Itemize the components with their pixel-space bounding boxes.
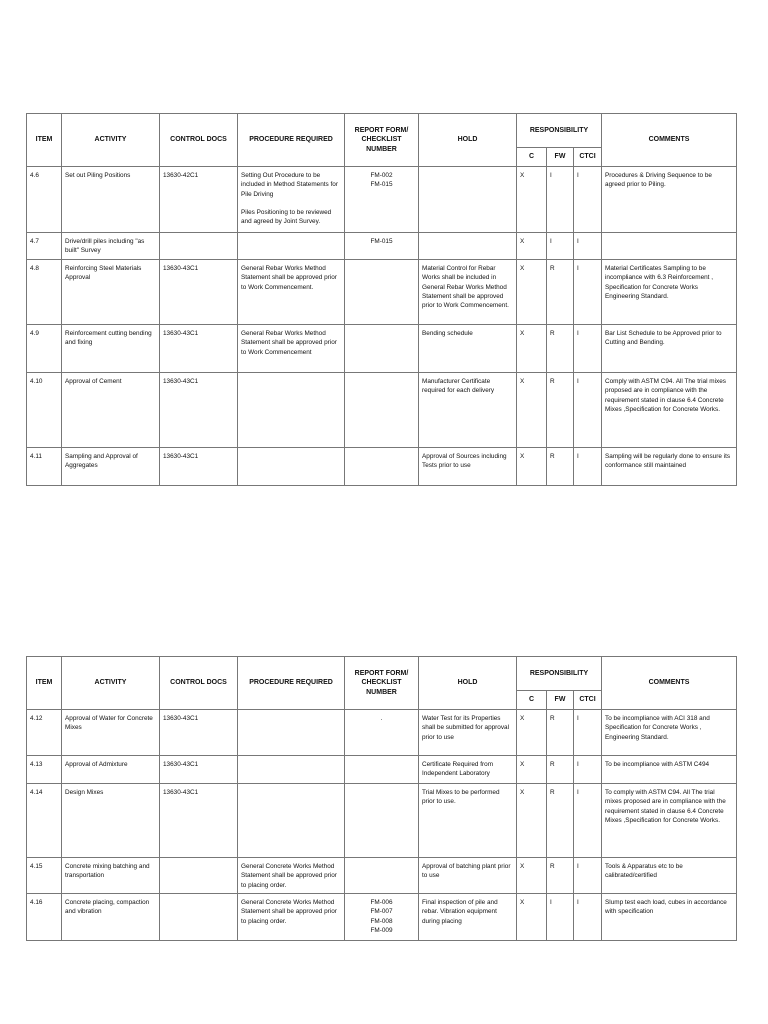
- cell-report-form: FM-015: [345, 233, 419, 260]
- header-procedure: PROCEDURE REQUIRED: [238, 114, 345, 167]
- cell-item: 4.7: [27, 233, 62, 260]
- cell-procedure: [238, 784, 345, 858]
- cell-procedure: General Rebar Works Method Statement shall be approved prior to Work Commencement: [238, 325, 345, 373]
- cell-ctci: I: [574, 894, 602, 941]
- cell-procedure: [238, 756, 345, 784]
- header-comments: COMMENTS: [602, 114, 737, 167]
- cell-procedure: [238, 373, 345, 448]
- cell-comments: Sampling will be regularly done to ensure its conformance still maintained: [602, 448, 737, 486]
- cell-comments: To be incompliance with ASTM C494: [602, 756, 737, 784]
- cell-activity: Set out Piling Positions: [62, 167, 160, 233]
- cell-control-docs: 13630-43C1: [160, 325, 238, 373]
- table-row: [27, 260, 737, 325]
- cell-report-form: [345, 858, 419, 894]
- header-comments: COMMENTS: [602, 657, 737, 710]
- cell-fw: R: [547, 784, 574, 858]
- cell-comments: To comply with ASTM C94. All The trial mixes proposed are in compliance with the requirement stated in clause 6.4 Concrete Mixes ,Specification for Concrete Works.: [602, 784, 737, 858]
- header-ctci: CTCI: [574, 691, 602, 710]
- cell-c: X: [517, 858, 547, 894]
- table-row: [27, 373, 737, 448]
- table-row: [27, 233, 737, 260]
- cell-procedure: General Concrete Works Method Statement shall be approved prior to placing order.: [238, 894, 345, 941]
- cell-comments: Material Certificates Sampling to be incompliance with 6.3 Reinforcement , Specification for Concrete Works Engineering Standard.: [602, 260, 737, 325]
- cell-item: 4.12: [27, 710, 62, 756]
- cell-ctci: I: [574, 448, 602, 486]
- cell-activity: Approval of Cement: [62, 373, 160, 448]
- cell-ctci: I: [574, 710, 602, 756]
- cell-control-docs: 13630-43C1: [160, 756, 238, 784]
- header-report-form: REPORT FORM/ CHECKLIST NUMBER: [345, 114, 419, 167]
- header-control-docs: CONTROL DOCS: [160, 657, 238, 710]
- cell-hold: Final inspection of pile and rebar. Vibration equipment during placing: [419, 894, 517, 941]
- cell-hold: [419, 233, 517, 260]
- inspection-table-2: [26, 656, 737, 941]
- cell-report-form: FM-006 FM-007 FM-008 FM-009: [345, 894, 419, 941]
- table-row: [27, 167, 737, 233]
- cell-ctci: I: [574, 167, 602, 233]
- header-hold: HOLD: [419, 657, 517, 710]
- cell-item: 4.8: [27, 260, 62, 325]
- cell-comments: Bar List Schedule to be Approved prior to Cutting and Bending.: [602, 325, 737, 373]
- cell-ctci: I: [574, 858, 602, 894]
- cell-hold: Bending schedule: [419, 325, 517, 373]
- cell-c: X: [517, 373, 547, 448]
- cell-activity: Design Mixes: [62, 784, 160, 858]
- header-hold: HOLD: [419, 114, 517, 167]
- cell-comments: To be incompliance with ACI 318 and Specification for Concrete Works , Engineering Standard.: [602, 710, 737, 756]
- cell-control-docs: 13630-43C1: [160, 373, 238, 448]
- header-c: C: [517, 691, 547, 710]
- cell-activity: Approval of Water for Concrete Mixes: [62, 710, 160, 756]
- cell-item: 4.13: [27, 756, 62, 784]
- table-row: [27, 894, 737, 941]
- cell-comments: Tools & Apparatus etc to be calibrated/certified: [602, 858, 737, 894]
- cell-report-form: [345, 448, 419, 486]
- cell-hold: Certificate Required from Independent Laboratory: [419, 756, 517, 784]
- cell-fw: R: [547, 325, 574, 373]
- cell-comments: Slump test each load, cubes in accordance with specification: [602, 894, 737, 941]
- cell-procedure: [238, 710, 345, 756]
- cell-ctci: I: [574, 260, 602, 325]
- cell-hold: Trial Mixes to be performed prior to use.: [419, 784, 517, 858]
- header-responsibility: RESPONSIBILITY: [517, 657, 602, 691]
- header-item: ITEM: [27, 657, 62, 710]
- header-fw: FW: [547, 691, 574, 710]
- cell-activity: Sampling and Approval of Aggregates: [62, 448, 160, 486]
- cell-item: 4.11: [27, 448, 62, 486]
- cell-activity: Reinforcing Steel Materials Approval: [62, 260, 160, 325]
- cell-report-form: [345, 325, 419, 373]
- cell-fw: I: [547, 233, 574, 260]
- cell-c: X: [517, 894, 547, 941]
- cell-item: 4.15: [27, 858, 62, 894]
- cell-activity: Approval of Admixture: [62, 756, 160, 784]
- cell-hold: Manufacturer Certificate required for each delivery: [419, 373, 517, 448]
- cell-hold: Water Test for its Properties shall be submitted for approval prior to use: [419, 710, 517, 756]
- cell-item: 4.10: [27, 373, 62, 448]
- cell-item: 4.16: [27, 894, 62, 941]
- cell-procedure: [238, 448, 345, 486]
- cell-fw: R: [547, 373, 574, 448]
- cell-comments: Comply with ASTM C94. All The trial mixes proposed are in compliance with the requirement stated in clause 6.4 Concrete Mixes ,Specification for Concrete Works.: [602, 373, 737, 448]
- header-procedure: PROCEDURE REQUIRED: [238, 657, 345, 710]
- cell-comments: Procedures & Driving Sequence to be agreed prior to Piling.: [602, 167, 737, 233]
- cell-procedure: Setting Out Procedure to be included in Method Statements for Pile Driving Piles Positioning to be reviewed and agreed by Joint Survey.: [238, 167, 345, 233]
- cell-control-docs: [160, 233, 238, 260]
- cell-report-form: [345, 756, 419, 784]
- cell-c: X: [517, 784, 547, 858]
- cell-control-docs: 13630-43C1: [160, 710, 238, 756]
- cell-ctci: I: [574, 373, 602, 448]
- cell-activity: Drive/drill piles including "as built" Survey: [62, 233, 160, 260]
- cell-procedure: General Concrete Works Method Statement shall be approved prior to placing order.: [238, 858, 345, 894]
- cell-hold: Approval of batching plant prior to use: [419, 858, 517, 894]
- table-row: [27, 325, 737, 373]
- header-responsibility: RESPONSIBILITY: [517, 114, 602, 148]
- cell-fw: I: [547, 894, 574, 941]
- cell-activity: Concrete placing, compaction and vibration: [62, 894, 160, 941]
- table-row: [27, 858, 737, 894]
- header-activity: ACTIVITY: [62, 657, 160, 710]
- cell-fw: R: [547, 756, 574, 784]
- cell-c: X: [517, 167, 547, 233]
- cell-fw: R: [547, 858, 574, 894]
- cell-c: X: [517, 710, 547, 756]
- header-control-docs: CONTROL DOCS: [160, 114, 238, 167]
- cell-control-docs: 13630-43C1: [160, 260, 238, 325]
- header-activity: ACTIVITY: [62, 114, 160, 167]
- cell-procedure: [238, 233, 345, 260]
- cell-activity: Concrete mixing batching and transportation: [62, 858, 160, 894]
- cell-c: X: [517, 233, 547, 260]
- table-row: [27, 756, 737, 784]
- cell-control-docs: [160, 894, 238, 941]
- table-row: [27, 784, 737, 858]
- cell-hold: [419, 167, 517, 233]
- cell-report-form: FM-002 FM-015: [345, 167, 419, 233]
- cell-fw: R: [547, 710, 574, 756]
- cell-control-docs: 13630-42C1: [160, 167, 238, 233]
- cell-procedure: General Rebar Works Method Statement shall be approved prior to Work Commencement.: [238, 260, 345, 325]
- cell-hold: Material Control for Rebar Works shall be included in General Rebar Works Method Statement shall be approved prior to Work Commencement.: [419, 260, 517, 325]
- cell-c: X: [517, 448, 547, 486]
- cell-report-form: [345, 260, 419, 325]
- cell-fw: R: [547, 448, 574, 486]
- table-row: [27, 448, 737, 486]
- cell-ctci: I: [574, 233, 602, 260]
- cell-report-form: [345, 784, 419, 858]
- cell-c: X: [517, 325, 547, 373]
- cell-report-form: .: [345, 710, 419, 756]
- cell-item: 4.6: [27, 167, 62, 233]
- cell-ctci: I: [574, 756, 602, 784]
- header-ctci: CTCI: [574, 148, 602, 167]
- header-report-form: REPORT FORM/ CHECKLIST NUMBER: [345, 657, 419, 710]
- cell-control-docs: 13630-43C1: [160, 448, 238, 486]
- cell-activity: Reinforcement cutting bending and fixing: [62, 325, 160, 373]
- cell-comments: [602, 233, 737, 260]
- cell-hold: Approval of Sources including Tests prior to use: [419, 448, 517, 486]
- cell-control-docs: 13630-43C1: [160, 784, 238, 858]
- cell-fw: I: [547, 167, 574, 233]
- cell-control-docs: [160, 858, 238, 894]
- cell-report-form: [345, 373, 419, 448]
- cell-c: X: [517, 756, 547, 784]
- header-fw: FW: [547, 148, 574, 167]
- header-item: ITEM: [27, 114, 62, 167]
- cell-ctci: I: [574, 784, 602, 858]
- cell-fw: R: [547, 260, 574, 325]
- inspection-table-1: [26, 113, 737, 486]
- cell-ctci: I: [574, 325, 602, 373]
- table-row: [27, 710, 737, 756]
- cell-item: 4.9: [27, 325, 62, 373]
- cell-item: 4.14: [27, 784, 62, 858]
- cell-c: X: [517, 260, 547, 325]
- header-c: C: [517, 148, 547, 167]
